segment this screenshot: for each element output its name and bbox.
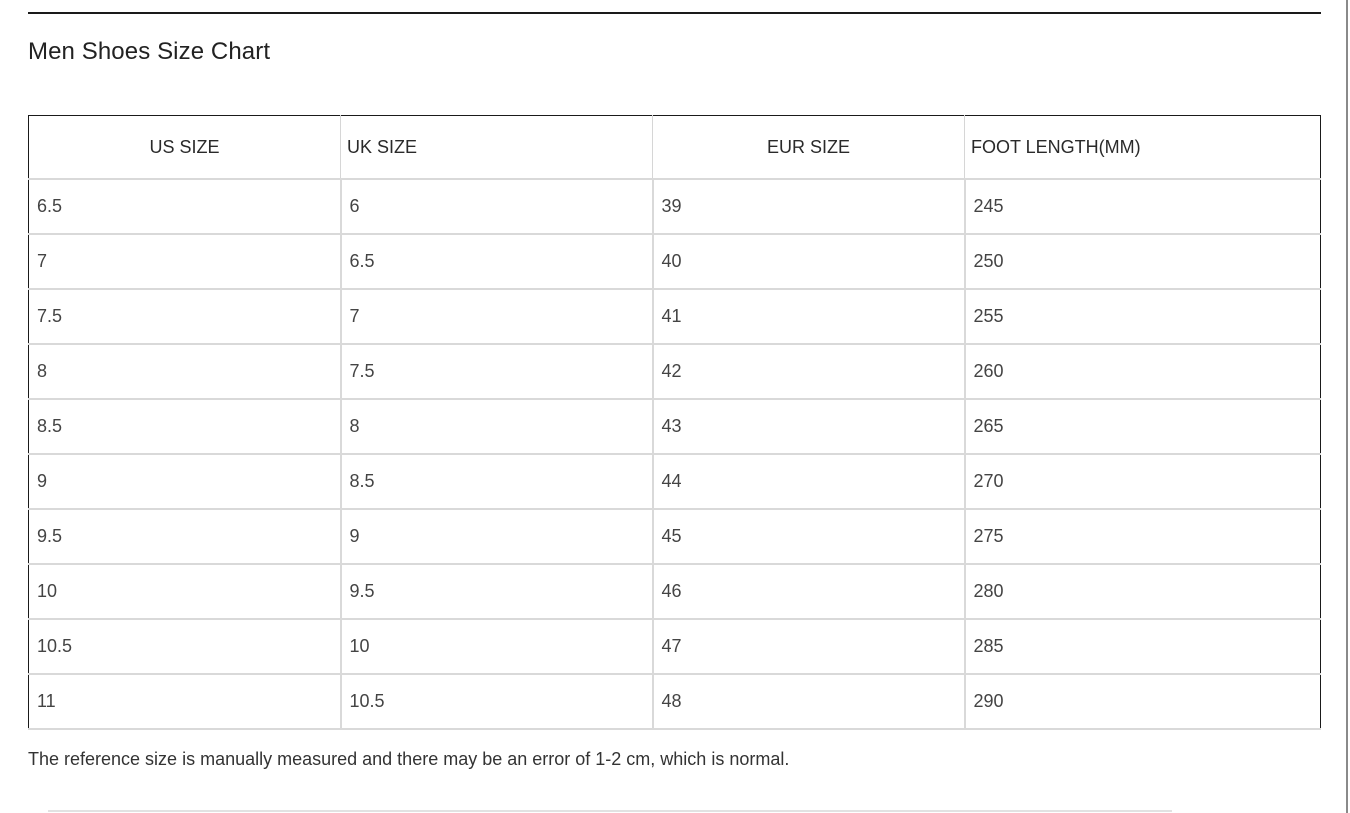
column-header-uk-size: UK SIZE bbox=[341, 116, 653, 180]
table-row bbox=[29, 509, 1321, 564]
table-row bbox=[29, 619, 1321, 674]
us-size-cell: 7 bbox=[29, 234, 341, 289]
table-row bbox=[29, 289, 1321, 344]
uk-size-cell: 6.5 bbox=[341, 234, 653, 289]
uk-size-cell: 10 bbox=[341, 619, 653, 674]
bottom-divider bbox=[48, 810, 1172, 812]
foot-length-cell: 250 bbox=[965, 234, 1321, 289]
table-row bbox=[29, 399, 1321, 454]
column-header-us-size: US SIZE bbox=[29, 116, 341, 180]
size-chart-table bbox=[28, 115, 1321, 730]
uk-size-cell: 7.5 bbox=[341, 344, 653, 399]
table-header-row bbox=[29, 116, 1321, 180]
column-header-foot-length: FOOT LENGTH(MM) bbox=[965, 116, 1321, 180]
uk-size-cell: 6 bbox=[341, 179, 653, 234]
foot-length-cell: 255 bbox=[965, 289, 1321, 344]
uk-size-cell: 9.5 bbox=[341, 564, 653, 619]
foot-length-cell: 285 bbox=[965, 619, 1321, 674]
table-row bbox=[29, 234, 1321, 289]
us-size-cell: 6.5 bbox=[29, 179, 341, 234]
foot-length-cell: 290 bbox=[965, 674, 1321, 729]
eur-size-cell: 46 bbox=[653, 564, 965, 619]
table-row bbox=[29, 564, 1321, 619]
right-divider bbox=[1346, 0, 1348, 813]
us-size-cell: 9 bbox=[29, 454, 341, 509]
table-row bbox=[29, 674, 1321, 729]
eur-size-cell: 40 bbox=[653, 234, 965, 289]
table-row bbox=[29, 454, 1321, 509]
us-size-cell: 8.5 bbox=[29, 399, 341, 454]
table-row bbox=[29, 179, 1321, 234]
eur-size-cell: 47 bbox=[653, 619, 965, 674]
uk-size-cell: 7 bbox=[341, 289, 653, 344]
measurement-note: The reference size is manually measured and there may be an error of 1-2 cm, which is normal. bbox=[28, 749, 790, 769]
us-size-cell: 7.5 bbox=[29, 289, 341, 344]
eur-size-cell: 45 bbox=[653, 509, 965, 564]
table-row bbox=[29, 344, 1321, 399]
foot-length-cell: 260 bbox=[965, 344, 1321, 399]
foot-length-cell: 280 bbox=[965, 564, 1321, 619]
uk-size-cell: 8.5 bbox=[341, 454, 653, 509]
eur-size-cell: 39 bbox=[653, 179, 965, 234]
uk-size-cell: 10.5 bbox=[341, 674, 653, 729]
eur-size-cell: 41 bbox=[653, 289, 965, 344]
top-divider bbox=[28, 12, 1321, 14]
eur-size-cell: 43 bbox=[653, 399, 965, 454]
uk-size-cell: 8 bbox=[341, 399, 653, 454]
eur-size-cell: 44 bbox=[653, 454, 965, 509]
foot-length-cell: 245 bbox=[965, 179, 1321, 234]
us-size-cell: 10 bbox=[29, 564, 341, 619]
us-size-cell: 10.5 bbox=[29, 619, 341, 674]
us-size-cell: 8 bbox=[29, 344, 341, 399]
eur-size-cell: 48 bbox=[653, 674, 965, 729]
us-size-cell: 9.5 bbox=[29, 509, 341, 564]
us-size-cell: 11 bbox=[29, 674, 341, 729]
eur-size-cell: 42 bbox=[653, 344, 965, 399]
foot-length-cell: 270 bbox=[965, 454, 1321, 509]
foot-length-cell: 265 bbox=[965, 399, 1321, 454]
foot-length-cell: 275 bbox=[965, 509, 1321, 564]
page-title: Men Shoes Size Chart bbox=[28, 38, 271, 65]
column-header-eur-size: EUR SIZE bbox=[653, 116, 965, 180]
uk-size-cell: 9 bbox=[341, 509, 653, 564]
